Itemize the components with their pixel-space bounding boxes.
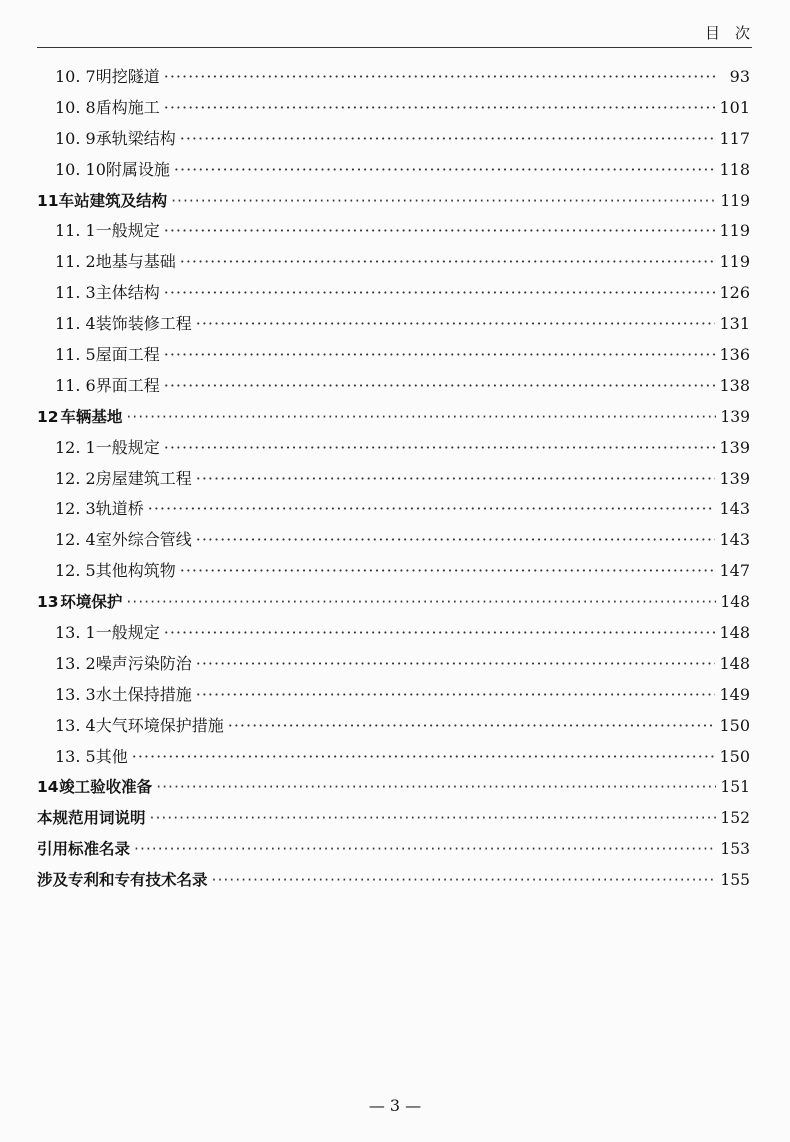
toc-entry	[37, 247, 750, 278]
toc-entry-number: 11. 3	[55, 283, 96, 303]
toc-entry-page: 149	[719, 684, 750, 704]
dot-leader	[196, 680, 716, 711]
toc-entry-number: 10. 10	[55, 159, 106, 179]
toc-entry	[37, 93, 750, 124]
toc-entry-title: 明挖隧道	[95, 67, 160, 86]
toc-entry-title: 装饰装修工程	[95, 314, 192, 334]
toc-entry-number: 12. 1	[55, 437, 96, 457]
dot-leader	[164, 278, 716, 309]
dot-leader	[126, 587, 716, 618]
toc-entry-number: 11. 4	[55, 314, 96, 334]
toc-entry-page: 143	[719, 499, 750, 519]
toc-entry-page: 117	[719, 128, 750, 148]
toc-entry-page: 119	[720, 191, 750, 210]
toc-entry-title: 屋面工程	[95, 345, 160, 365]
dot-leader	[164, 62, 718, 93]
toc-entry-title: 承轨梁结构	[95, 128, 176, 148]
toc-entry	[37, 803, 750, 834]
toc-entry-title: 车辆基地	[60, 407, 123, 426]
toc-entry	[37, 278, 750, 309]
toc-entry-page: 139	[719, 437, 750, 457]
toc-entry-page: 139	[720, 407, 750, 426]
toc-entry-number: 11. 1	[55, 221, 96, 241]
dot-leader	[180, 124, 716, 155]
toc-entry-title: 其他	[95, 746, 128, 766]
toc-entry-page: 138	[719, 375, 750, 395]
toc-entry	[37, 618, 750, 649]
toc-entry-title: 室外综合管线	[95, 530, 192, 550]
toc-entry-number: 10. 8	[55, 97, 96, 117]
toc-entry-number: 12. 2	[55, 468, 96, 488]
toc-entry-title: 涉及专利和专有技术名录	[37, 871, 208, 890]
toc-entry	[37, 834, 750, 865]
dot-leader	[148, 494, 716, 525]
toc-entry	[37, 865, 750, 896]
toc-entry	[37, 494, 750, 525]
toc-entry-page: 93	[729, 67, 750, 86]
toc-entry-title: 环境保护	[60, 593, 123, 612]
toc-entry-title: 主体结构	[95, 283, 160, 303]
dot-leader	[212, 865, 717, 896]
header-rule	[37, 47, 752, 48]
toc-entry-page: 148	[719, 653, 750, 673]
toc-entry-page: 155	[720, 871, 750, 890]
dot-leader	[164, 340, 716, 371]
dot-leader	[150, 803, 717, 834]
dot-leader	[132, 742, 716, 773]
toc-entry-page: 143	[719, 530, 750, 550]
toc-entry	[37, 711, 750, 742]
dot-leader	[126, 402, 716, 433]
toc-entry	[37, 680, 750, 711]
toc-entry-title: 界面工程	[95, 375, 160, 395]
toc-entry-title: 本规范用词说明	[37, 809, 146, 828]
toc-entry-number: 11. 6	[55, 375, 96, 395]
toc-entry-title: 其他构筑物	[95, 561, 176, 581]
toc-entry-title: 一般规定	[95, 623, 160, 643]
toc-entry-number: 12	[37, 407, 59, 426]
dot-leader	[164, 216, 716, 247]
toc-entry-number: 12. 3	[55, 499, 96, 519]
toc-entry-page: 119	[719, 221, 750, 241]
toc-entry	[37, 186, 750, 217]
dot-leader	[174, 155, 716, 186]
dot-leader	[164, 371, 716, 402]
toc-entry-number: 14	[37, 778, 59, 797]
toc-entry	[37, 525, 750, 556]
toc-entry-title: 盾构施工	[95, 97, 160, 117]
dot-leader	[134, 834, 716, 865]
toc-entry-page: 150	[719, 715, 750, 735]
toc-entry-title: 引用标准名录	[37, 840, 131, 859]
dot-leader	[196, 525, 716, 556]
toc-entry-page: 151	[720, 778, 750, 797]
dot-leader	[156, 772, 716, 803]
toc-entry	[37, 556, 750, 587]
toc-entry-page: 101	[719, 97, 750, 117]
toc-entry	[37, 309, 750, 340]
toc-entry-page: 150	[719, 746, 750, 766]
toc-entry	[37, 587, 750, 618]
toc-entry-number: 10. 7	[55, 67, 96, 86]
toc-entry	[37, 155, 750, 186]
toc-entry-number: 11. 2	[55, 252, 96, 272]
toc-entry-title: 一般规定	[95, 221, 160, 241]
toc-entry-page: 119	[719, 252, 750, 272]
toc-entry-number: 11. 5	[55, 345, 96, 365]
toc-entry-title: 地基与基础	[95, 252, 176, 272]
toc-entry-page: 148	[719, 623, 750, 643]
toc-entry-page: 153	[720, 840, 750, 859]
toc-entry	[37, 371, 750, 402]
dot-leader	[171, 186, 716, 217]
toc-entry-number: 13	[37, 593, 59, 612]
toc-entry-page: 136	[719, 345, 750, 365]
toc-entry	[37, 124, 750, 155]
toc-entry-page: 147	[719, 561, 750, 581]
dot-leader	[180, 556, 716, 587]
dot-leader	[228, 711, 716, 742]
toc-entry-title: 房屋建筑工程	[95, 468, 192, 488]
toc-entry-title: 竣工验收准备	[59, 778, 153, 797]
toc-entry-number: 13. 3	[55, 684, 96, 704]
toc-entry-title: 一般规定	[95, 437, 160, 457]
toc-entry-title: 车站建筑及结构	[58, 191, 168, 210]
toc-entry	[37, 649, 750, 680]
toc-entry	[37, 402, 750, 433]
dot-leader	[196, 464, 716, 495]
toc-entry	[37, 433, 750, 464]
toc-entry-title: 轨道桥	[95, 499, 144, 519]
table-of-contents	[37, 62, 750, 896]
toc-entry-page: 118	[719, 159, 750, 179]
dot-leader	[180, 247, 716, 278]
toc-entry	[37, 62, 750, 93]
toc-entry	[37, 464, 750, 495]
toc-entry-number: 12. 4	[55, 530, 96, 550]
toc-entry-page: 139	[719, 468, 750, 488]
toc-entry-title: 水土保持措施	[95, 684, 192, 704]
toc-entry-title: 噪声污染防治	[95, 653, 192, 673]
dot-leader	[164, 93, 716, 124]
toc-entry-title: 附属设施	[105, 159, 170, 179]
page-number: — 3 —	[368, 1096, 422, 1115]
toc-entry-number: 13. 4	[55, 715, 96, 735]
dot-leader	[164, 618, 716, 649]
toc-entry	[37, 742, 750, 773]
toc-entry-number: 13. 1	[55, 623, 96, 643]
dot-leader	[196, 309, 716, 340]
toc-entry-page: 152	[720, 809, 750, 828]
toc-entry-number: 13. 5	[55, 746, 96, 766]
toc-entry-page: 131	[719, 314, 750, 334]
toc-entry-title: 大气环境保护措施	[95, 715, 224, 735]
toc-entry	[37, 340, 750, 371]
toc-entry-page: 148	[720, 593, 750, 612]
toc-entry-number: 11	[37, 191, 59, 210]
toc-entry	[37, 216, 750, 247]
toc-entry-number: 13. 2	[55, 653, 96, 673]
page-header-title: 目 次	[704, 24, 750, 42]
toc-entry	[37, 772, 750, 803]
toc-entry-number: 10. 9	[55, 128, 96, 148]
toc-entry-page: 126	[719, 283, 750, 303]
dot-leader	[164, 433, 716, 464]
dot-leader	[196, 649, 716, 680]
toc-entry-number: 12. 5	[55, 561, 96, 581]
